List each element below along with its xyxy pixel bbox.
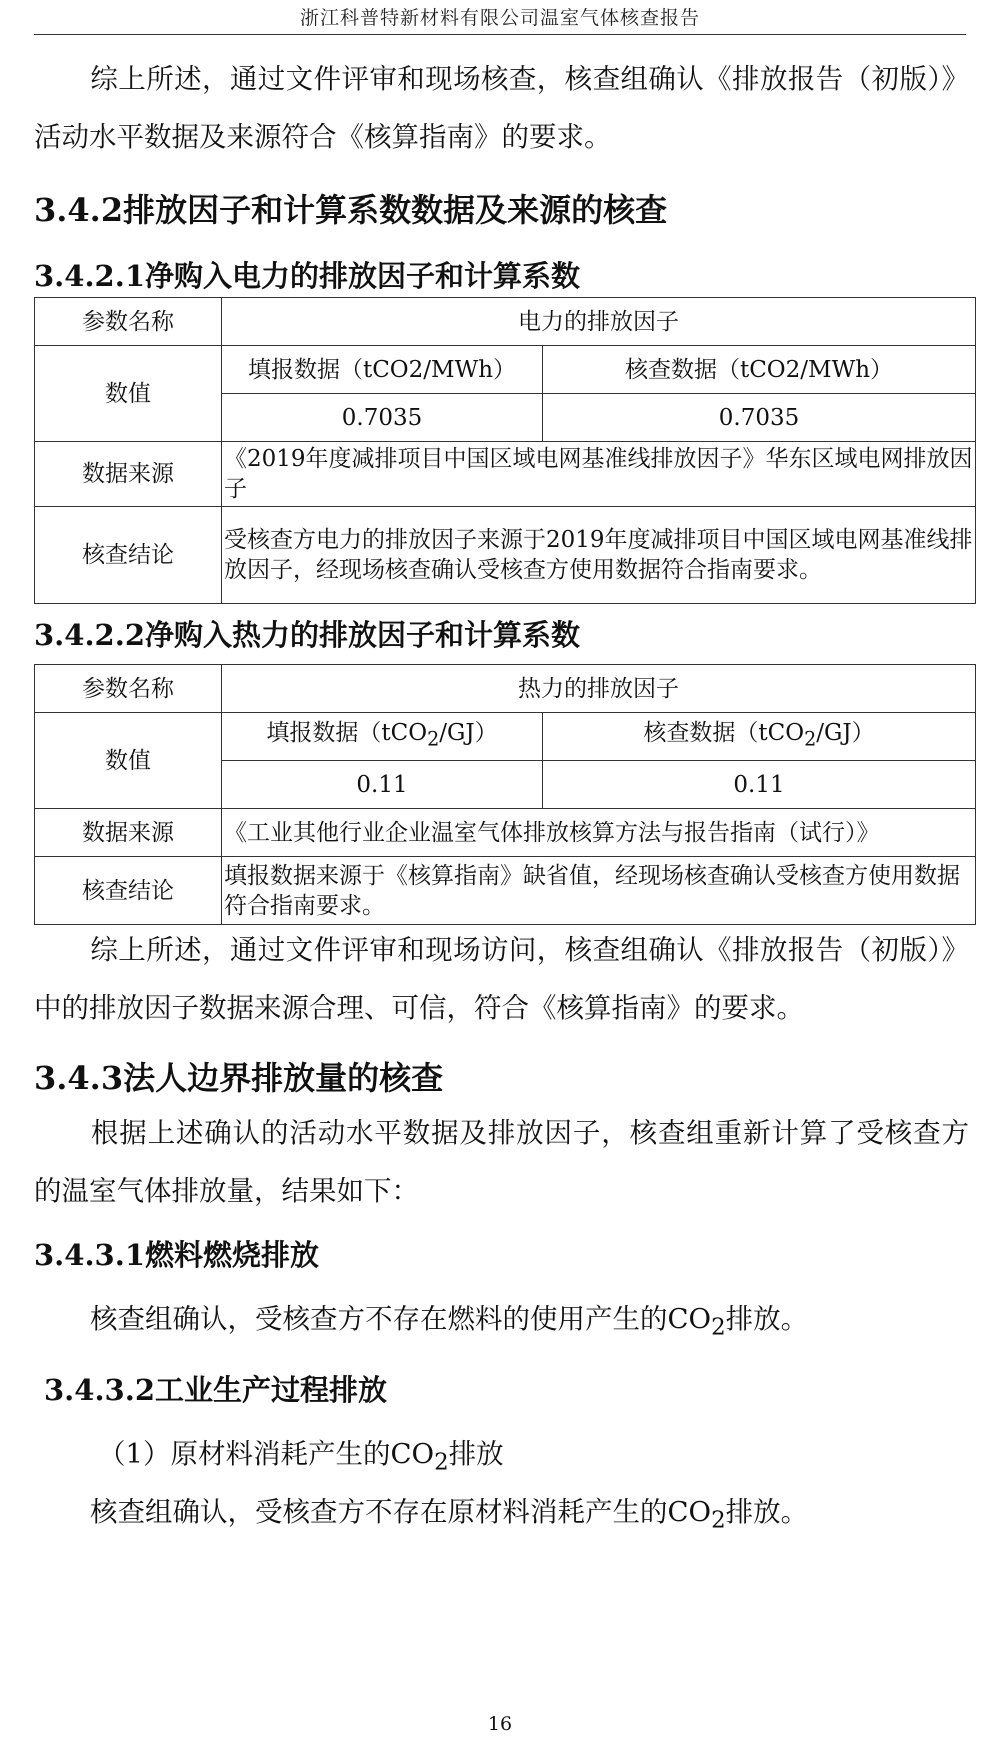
summary-paragraph-2-text: 综上所述，通过文件评审和现场访问，核查组确认《排放报告（初版）》中的排放因子数据来源合理、可信，符合《核算指南》的要求。	[34, 934, 969, 1024]
summary-paragraph-1	[34, 50, 969, 166]
verified-data-header: 核查数据（tCO2/MWh）	[543, 346, 976, 394]
raw-item-sub: 2	[434, 1449, 449, 1476]
raw-pre: 核查组确认，受核查方不存在原材料消耗产生的CO	[90, 1496, 712, 1528]
conclusion-value: 受核查方电力的排放因子来源于2019年度减排项目中国区域电网基准线排放因子，经现场核查确认受核查方使用数据符合指南要求。	[222, 507, 976, 604]
conclusion-value: 填报数据来源于《核算指南》缺省值，经现场核查确认受核查方使用数据符合指南要求。	[222, 857, 976, 925]
conclusion-label: 核查结论	[35, 857, 222, 925]
recalc-paragraph-text: 根据上述确认的活动水平数据及排放因子，核查组重新计算了受核查方的温室气体排放量，结果如下：	[34, 1117, 969, 1207]
conclusion-label: 核查结论	[35, 507, 222, 604]
heading-3-4-2-2: 3.4.2.2净购入热力的排放因子和计算系数	[34, 618, 581, 652]
reported-header-pre: 填报数据（tCO	[266, 720, 428, 747]
recalc-paragraph	[34, 1104, 969, 1220]
fuel-combustion-paragraph	[34, 1290, 969, 1357]
heading-3-4-3-1: 3.4.3.1燃料燃烧排放	[34, 1238, 320, 1272]
value-label: 数值	[35, 713, 222, 809]
raw-material-item	[34, 1425, 969, 1492]
verified-header-sub: 2	[804, 727, 817, 751]
param-name-label: 参数名称	[35, 665, 222, 713]
heading-3-4-3-2: 3.4.3.2工业生产过程排放	[44, 1373, 388, 1407]
data-source-label: 数据来源	[35, 809, 222, 857]
fuel-pre: 核查组确认，受核查方不存在燃料的使用产生的CO	[90, 1303, 712, 1335]
heading-3-4-3: 3.4.3法人边界排放量的核查	[34, 1059, 444, 1097]
raw-sub: 2	[711, 1507, 726, 1534]
param-name-value: 热力的排放因子	[222, 665, 976, 713]
reported-data-value: 0.7035	[222, 394, 543, 442]
raw-material-paragraph	[34, 1483, 969, 1550]
raw-item-post: 排放	[448, 1438, 504, 1470]
verified-data-header	[543, 713, 976, 761]
param-name-value: 电力的排放因子	[222, 298, 976, 346]
data-source-value: 《工业其他行业企业温室气体排放核算方法与报告指南（试行）》	[222, 809, 976, 857]
heading-3-4-2: 3.4.2排放因子和计算系数数据及来源的核查	[34, 191, 668, 229]
verified-data-value: 0.7035	[543, 394, 976, 442]
fuel-sub: 2	[711, 1314, 726, 1341]
summary-paragraph-2	[34, 921, 969, 1037]
page-header: 浙江科普特新材料有限公司温室气体核查报告	[34, 4, 966, 35]
reported-header-post: /GJ）	[439, 720, 498, 747]
heat-factor-table	[34, 664, 976, 925]
page-number: 16	[487, 1713, 513, 1735]
reported-data-header: 填报数据（tCO2/MWh）	[222, 346, 543, 394]
param-name-label: 参数名称	[35, 298, 222, 346]
electricity-factor-table	[34, 297, 976, 604]
reported-data-value: 0.11	[222, 761, 543, 809]
reported-header-sub: 2	[427, 727, 440, 751]
heading-3-4-2-1: 3.4.2.1净购入电力的排放因子和计算系数	[34, 259, 581, 293]
verified-data-value: 0.11	[543, 761, 976, 809]
summary-paragraph-1-text: 综上所述，通过文件评审和现场核查，核查组确认《排放报告（初版）》活动水平数据及来源符合《核算指南》的要求。	[34, 63, 969, 153]
raw-post: 排放。	[725, 1496, 809, 1528]
fuel-post: 排放。	[725, 1303, 809, 1335]
verified-header-post: /GJ）	[816, 720, 875, 747]
verified-header-pre: 核查数据（tCO	[643, 720, 805, 747]
raw-item-pre: （1）原材料消耗产生的CO	[98, 1438, 435, 1470]
value-label: 数值	[35, 346, 222, 442]
data-source-value: 《2019年度减排项目中国区域电网基准线排放因子》华东区域电网排放因子	[222, 442, 976, 507]
data-source-label: 数据来源	[35, 442, 222, 507]
reported-data-header	[222, 713, 543, 761]
